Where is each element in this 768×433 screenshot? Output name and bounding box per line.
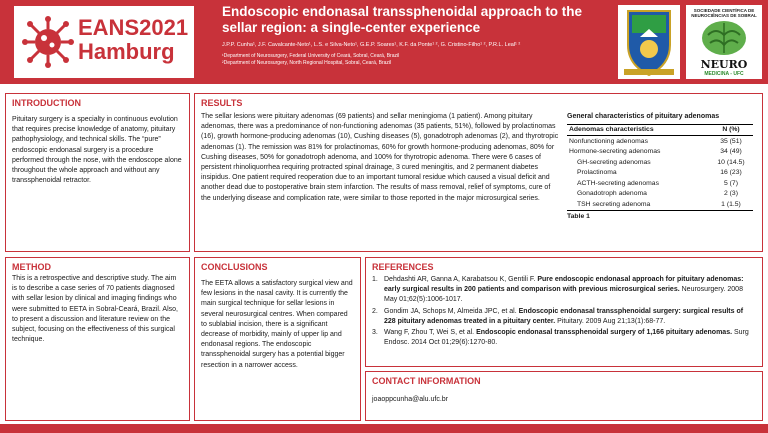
reference-item: 3. Wang F, Zhou T, Wei S, et al. Endoscopic endonasal transsphenoidal surgery of 1,166 pituitary adenomas. Surg Endosc. 2014 Oct 01;29(6):1270-80. bbox=[372, 329, 749, 347]
results-text: The sellar lesions were pituitary adenomas (69 patients) and sellar meningioma (1 patient). Among pituitary adenomas, there was a predominance of non-functioning adenomas (35 patients, 51%), followed by prolactinomas (16), growth hormone-producing adenomas (10), Cushing diseases (5), gonadotroph adenomas (2), and thyrotropic adenomas (1). The remission was 81% for prolactinomas, 60% for growth hormone-producing adenomas, 80% for Cushing diseases, 50% for gonadotroph adenoma, and 100% for thyrotropic adenoma. There were 6 cases of persistent rhinoliquorrhea requiring protracted spinal drainage, 3 cured meningitis, and 2 permanent diabetes insipidus. One patient required reoperation due to an important tumoral residue which caused a visual deficit and another dead due to postoperative brain stem infarction. The results of mass removal, relief of symptoms, cure of the underlying disease and complication rate, were similar to those reported in the major microsurgical series. bbox=[201, 113, 559, 202]
footer-bar bbox=[0, 424, 768, 433]
table-row bbox=[567, 199, 753, 210]
references-panel bbox=[365, 257, 763, 367]
row-label: Hormone-secreting adenomas bbox=[569, 148, 661, 155]
row-value: 35 (51) bbox=[720, 137, 742, 145]
reference-item: 1. Dehdashti AR, Ganna A, Karabatsou K, Gentili F. Pure endoscopic endonasal approach for pituitary adenomas: early surgical results in 200 patients and comparison with previous microsurgical series. Neurosurgery. 2008 May 01;62(5):1006-1017. bbox=[372, 276, 744, 304]
reference-item: 2. Gondim JA, Schops M, Almeida JPC, et al. Endoscopic endonasal transsphenoidal surgery: surgical results of 228 pituitary adenomas treated in a pituitary center. Pituitary. 2009 Aug 21;13(1):68-77. bbox=[372, 307, 744, 325]
introduction-panel bbox=[5, 93, 190, 252]
row-value: 16 (23) bbox=[720, 169, 742, 176]
row-label: Nonfunctioning adenomas bbox=[569, 137, 648, 145]
row-label: Prolactinoma bbox=[577, 169, 617, 176]
method-heading: METHOD bbox=[12, 262, 51, 272]
neuro-subtitle: MEDICINA - UFC bbox=[704, 71, 744, 77]
eans-city: Hamburg bbox=[78, 39, 175, 64]
adenoma-table bbox=[567, 124, 753, 211]
method-panel bbox=[5, 257, 190, 421]
crest-icon bbox=[618, 5, 680, 79]
brain-icon bbox=[700, 19, 748, 57]
row-value: 10 (14.5) bbox=[717, 158, 745, 166]
society-name: SOCIEDADE CIENTÍFICA DE NEUROCIÊNCIAS DE SOBRAL bbox=[691, 8, 757, 18]
table-row bbox=[567, 147, 753, 158]
conclusions-panel bbox=[194, 257, 361, 421]
ufc-crest-logo bbox=[618, 5, 680, 79]
introduction-text: Pituitary surgery is a specialty in continuous evolution that requires precise knowledge of anatomy, pituitary pathophysiology, and technical skills. The “pure” endoscopic endonasal surgery is a procedure performed through the nose, with the endoscope alone throughout the whole approach and without any transsphenoidal retractor. bbox=[12, 116, 182, 185]
table-row bbox=[567, 157, 753, 168]
row-value: 5 (7) bbox=[724, 179, 738, 187]
row-value: 34 (49) bbox=[720, 148, 742, 155]
row-label: Gonadotroph adenoma bbox=[577, 190, 647, 197]
affiliation-1: ¹Department of Neurosurgery, Federal University of Ceará, Sobral, Ceará, Brazil bbox=[222, 53, 400, 59]
table-title: General characteristics of pituitary adenomas bbox=[567, 113, 720, 120]
row-value: 2 (3) bbox=[724, 190, 738, 197]
reference-list bbox=[372, 275, 756, 348]
contact-email[interactable]: joaoppcunha@alu.ufc.br bbox=[372, 396, 448, 403]
adenoma-table-block bbox=[567, 112, 753, 220]
conclusions-text: The EETA allows a satisfactory surgical view and few lesions in the nasal cavity. It is currently the main surgical technique for sellar lesions in several neurosurgical centres. When compared to sublabial incision, there is a significant decrease of morbidity, mainly of upper lip and endonasal regions. The endoscopic transsphenoidal surgery has a potential bigger resection in a narrower access. bbox=[201, 280, 353, 369]
conclusions-heading: CONCLUSIONS bbox=[201, 262, 268, 272]
contact-heading: CONTACT INFORMATION bbox=[372, 376, 481, 386]
row-value: 1 (1.5) bbox=[709, 199, 753, 210]
row-label: GH-secreting adenomas bbox=[577, 158, 651, 166]
row-label: TSH secreting adenoma bbox=[567, 199, 709, 210]
poster-header bbox=[0, 0, 768, 84]
neuro-medicina-logo bbox=[686, 5, 762, 79]
neuro-wordmark: NEURO bbox=[700, 58, 748, 71]
virus-logo-icon bbox=[22, 16, 74, 68]
affiliation-2: ²Department of Neurosurgery, North Regional Hospital, Sobral, Ceará, Brazil bbox=[222, 60, 392, 66]
results-heading: RESULTS bbox=[201, 98, 243, 108]
table-row bbox=[567, 178, 753, 189]
references-heading: REFERENCES bbox=[372, 262, 434, 272]
contact-panel bbox=[365, 371, 763, 421]
eans-logo bbox=[14, 6, 194, 78]
method-text: This is a retrospective and descriptive study. The aim is to describe a case series of 70 patients diagnosed with sellar lesion by clinical and imaging findings who were submitted to EETA in Sobral-Ceará, Brazil. Also, to present a discussion and literature review on the subject, focusing on the effectiveness of this surgical technique. bbox=[12, 275, 178, 344]
author-list: J.P.P. Cunha¹, J.F. Cavalcante-Neto¹, L.S. e Silva-Neto¹, G.E.P. Soares¹, K.F. da Ponte¹ ², G. Cristino-Filho¹ ², P.R.L. Leal¹ ² bbox=[222, 42, 521, 48]
introduction-heading: INTRODUCTION bbox=[12, 98, 81, 108]
table-row bbox=[567, 136, 753, 147]
table-caption: Table 1 bbox=[567, 212, 590, 220]
table-header-characteristics: Adenomas characteristics bbox=[567, 125, 709, 136]
poster-title: Endoscopic endonasal transsphenoidal approach to the sellar region: a single-center experience bbox=[222, 4, 583, 35]
row-label: ACTH-secreting adenomas bbox=[577, 179, 659, 187]
results-panel bbox=[194, 93, 763, 252]
table-header-count: N (%) bbox=[709, 125, 753, 136]
table-row bbox=[567, 189, 753, 200]
eans-name: EANS2021 bbox=[78, 15, 189, 40]
table-row bbox=[567, 168, 753, 179]
